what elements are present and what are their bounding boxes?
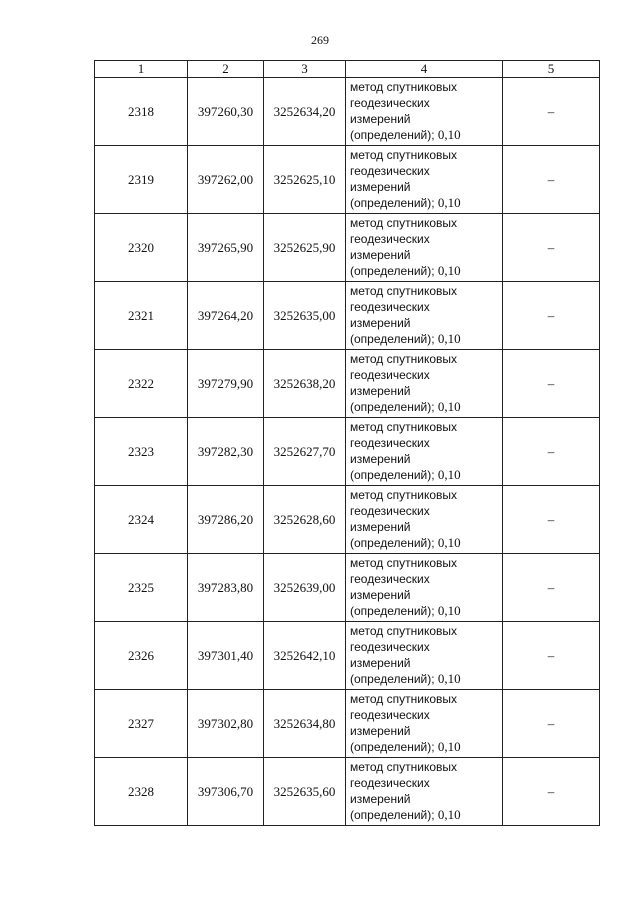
table-row (95, 418, 600, 486)
x-coordinate-cell: 397301,40 (188, 622, 264, 690)
method-text-line (350, 127, 502, 143)
method-text-line (350, 111, 502, 127)
y-coordinate-cell: 3252628,60 (264, 486, 346, 554)
y-coordinate-cell: 3252634,80 (264, 690, 346, 758)
method-text: измерений (350, 384, 411, 398)
method-text: метод спутниковых (350, 148, 458, 162)
y-coordinate-cell: 3252635,00 (264, 282, 346, 350)
point-number-cell: 2323 (95, 418, 188, 486)
table-row (95, 622, 600, 690)
point-number-cell: 2318 (95, 78, 188, 146)
page-number: 269 (311, 33, 329, 47)
method-text-line (350, 519, 502, 535)
method-cell (346, 418, 503, 486)
method-cell (346, 146, 503, 214)
method-text-line (350, 331, 502, 347)
method-cell (346, 282, 503, 350)
table-row (95, 146, 600, 214)
method-text: измерений (350, 588, 411, 602)
method-text-line (350, 623, 502, 639)
table-row (95, 282, 600, 350)
method-text-line (350, 147, 502, 163)
method-text-line (350, 79, 502, 95)
method-text: измерений (350, 724, 411, 738)
x-coordinate-cell: 397265,90 (188, 214, 264, 282)
method-text: геодезических (350, 436, 430, 450)
method-text-line (350, 367, 502, 383)
method-text: измерений (350, 316, 411, 330)
method-text-line (350, 639, 502, 655)
table-header-row (95, 61, 600, 78)
method-text: геодезических (350, 572, 430, 586)
x-coordinate-cell: 397286,20 (188, 486, 264, 554)
method-text: геодезических (350, 96, 430, 110)
method-text-line (350, 775, 502, 791)
method-text-line (350, 451, 502, 467)
note-cell: – (503, 78, 600, 146)
x-coordinate-cell: 397262,00 (188, 146, 264, 214)
table-row (95, 214, 600, 282)
point-number-cell: 2322 (95, 350, 188, 418)
method-cell (346, 622, 503, 690)
method-text-line (350, 535, 502, 551)
precision-value: 0,10 (437, 331, 461, 346)
method-text-line (350, 671, 502, 687)
method-cell (346, 214, 503, 282)
method-text: (определений); (350, 808, 438, 822)
method-text-line (350, 791, 502, 807)
method-text: метод спутниковых (350, 760, 458, 774)
method-text-line (350, 195, 502, 211)
method-text: (определений); (350, 332, 438, 346)
method-text: геодезических (350, 776, 430, 790)
method-text: метод спутниковых (350, 80, 458, 94)
method-text-line (350, 215, 502, 231)
method-text-line (350, 179, 502, 195)
note-cell: – (503, 214, 600, 282)
column-header: 1 (95, 61, 188, 78)
method-text: метод спутниковых (350, 692, 458, 706)
precision-value: 0,10 (437, 739, 461, 754)
method-text-line (350, 283, 502, 299)
method-text-line (350, 487, 502, 503)
point-number-cell: 2319 (95, 146, 188, 214)
method-text-line (350, 739, 502, 755)
method-text: геодезических (350, 368, 430, 382)
x-coordinate-cell: 397279,90 (188, 350, 264, 418)
point-number-cell: 2321 (95, 282, 188, 350)
table-row (95, 758, 600, 826)
table-row (95, 78, 600, 146)
method-text: (определений); (350, 740, 438, 754)
coordinates-table (94, 60, 600, 826)
table-row (95, 554, 600, 622)
point-number-cell: 2320 (95, 214, 188, 282)
method-text-line (350, 95, 502, 111)
note-cell: – (503, 350, 600, 418)
method-text-line (350, 723, 502, 739)
method-text: (определений); (350, 264, 438, 278)
note-cell: – (503, 486, 600, 554)
method-cell (346, 554, 503, 622)
method-cell (346, 350, 503, 418)
note-cell: – (503, 282, 600, 350)
method-text-line (350, 419, 502, 435)
method-text: измерений (350, 656, 411, 670)
method-text-line (350, 435, 502, 451)
point-number-cell: 2326 (95, 622, 188, 690)
method-text: (определений); (350, 536, 438, 550)
precision-value: 0,10 (437, 263, 461, 278)
method-cell (346, 486, 503, 554)
method-text-line (350, 163, 502, 179)
method-text-line (350, 603, 502, 619)
method-text: (определений); (350, 468, 438, 482)
method-text-line (350, 691, 502, 707)
method-text: метод спутниковых (350, 352, 458, 366)
method-text-line (350, 807, 502, 823)
point-number-cell: 2325 (95, 554, 188, 622)
method-text: метод спутниковых (350, 556, 458, 570)
y-coordinate-cell: 3252638,20 (264, 350, 346, 418)
method-text: метод спутниковых (350, 488, 458, 502)
column-header: 2 (188, 61, 264, 78)
method-text: метод спутниковых (350, 216, 458, 230)
method-text-line (350, 383, 502, 399)
x-coordinate-cell: 397302,80 (188, 690, 264, 758)
note-cell: – (503, 690, 600, 758)
method-text: измерений (350, 180, 411, 194)
method-text: (определений); (350, 400, 438, 414)
method-text-line (350, 263, 502, 279)
note-cell: – (503, 622, 600, 690)
table-row (95, 486, 600, 554)
y-coordinate-cell: 3252635,60 (264, 758, 346, 826)
y-coordinate-cell: 3252634,20 (264, 78, 346, 146)
method-text: измерений (350, 452, 411, 466)
method-text-line (350, 231, 502, 247)
x-coordinate-cell: 397260,30 (188, 78, 264, 146)
method-text: геодезических (350, 640, 430, 654)
method-text-line (350, 503, 502, 519)
x-coordinate-cell: 397264,20 (188, 282, 264, 350)
method-text-line (350, 315, 502, 331)
table-row (95, 350, 600, 418)
method-text-line (350, 351, 502, 367)
method-text: (определений); (350, 128, 438, 142)
precision-value: 0,10 (437, 127, 461, 142)
precision-value: 0,10 (437, 399, 461, 414)
method-text: (определений); (350, 604, 438, 618)
method-text-line (350, 587, 502, 603)
method-cell (346, 690, 503, 758)
method-text-line (350, 655, 502, 671)
method-text-line (350, 299, 502, 315)
method-text-line (350, 555, 502, 571)
method-text-line (350, 759, 502, 775)
precision-value: 0,10 (437, 535, 461, 550)
method-text: измерений (350, 112, 411, 126)
y-coordinate-cell: 3252639,00 (264, 554, 346, 622)
column-header: 3 (264, 61, 346, 78)
x-coordinate-cell: 397306,70 (188, 758, 264, 826)
method-text: измерений (350, 520, 411, 534)
table-row (95, 690, 600, 758)
y-coordinate-cell: 3252627,70 (264, 418, 346, 486)
method-text: геодезических (350, 232, 430, 246)
method-text: геодезических (350, 504, 430, 518)
x-coordinate-cell: 397282,30 (188, 418, 264, 486)
note-cell: – (503, 554, 600, 622)
method-text: геодезических (350, 164, 430, 178)
method-text-line (350, 399, 502, 415)
method-text: метод спутниковых (350, 284, 458, 298)
precision-value: 0,10 (437, 603, 461, 618)
precision-value: 0,10 (437, 671, 461, 686)
point-number-cell: 2327 (95, 690, 188, 758)
point-number-cell: 2324 (95, 486, 188, 554)
method-text-line (350, 467, 502, 483)
method-text-line (350, 571, 502, 587)
method-text: измерений (350, 248, 411, 262)
method-cell (346, 78, 503, 146)
precision-value: 0,10 (437, 195, 461, 210)
method-text: измерений (350, 792, 411, 806)
note-cell: – (503, 758, 600, 826)
y-coordinate-cell: 3252625,10 (264, 146, 346, 214)
method-text: метод спутниковых (350, 624, 458, 638)
column-header: 4 (346, 61, 503, 78)
note-cell: – (503, 146, 600, 214)
column-header: 5 (503, 61, 600, 78)
method-text: (определений); (350, 672, 438, 686)
method-text: геодезических (350, 300, 430, 314)
method-text: (определений); (350, 196, 438, 210)
precision-value: 0,10 (437, 807, 461, 822)
method-text-line (350, 247, 502, 263)
precision-value: 0,10 (437, 467, 461, 482)
note-cell: – (503, 418, 600, 486)
x-coordinate-cell: 397283,80 (188, 554, 264, 622)
method-text-line (350, 707, 502, 723)
point-number-cell: 2328 (95, 758, 188, 826)
method-text: геодезических (350, 708, 430, 722)
y-coordinate-cell: 3252642,10 (264, 622, 346, 690)
method-cell (346, 758, 503, 826)
method-text: метод спутниковых (350, 420, 458, 434)
y-coordinate-cell: 3252625,90 (264, 214, 346, 282)
